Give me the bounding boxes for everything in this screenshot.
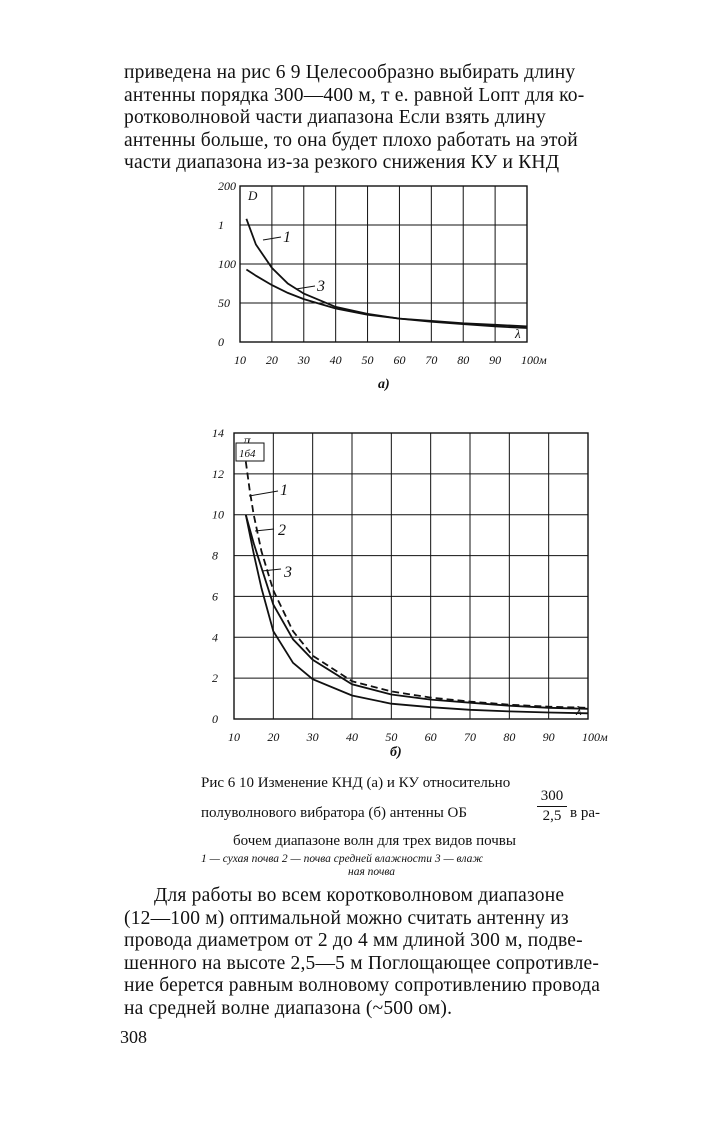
fraction-bar: [537, 806, 567, 807]
y-tick-label: 1: [218, 218, 224, 232]
x-tick-label: 90: [542, 730, 555, 744]
caption-line-2: полуволнового вибратора (б) антенны ОБ: [201, 805, 467, 821]
x-tick-label: 60: [424, 730, 437, 744]
caption-line-2-end: в ра-: [570, 805, 600, 821]
panel-label: б): [390, 745, 402, 760]
x-tick-label: 70: [464, 730, 476, 744]
series-label-1: 1: [283, 229, 291, 246]
y-axis-label: D: [248, 188, 258, 203]
x-axis-label: λ: [515, 326, 521, 341]
paragraph-line: Для работы во всем коротковолновом диапазоне: [154, 885, 565, 906]
y-tick-label: 6: [212, 589, 218, 604]
x-tick-label: 20: [267, 730, 280, 744]
paragraph-line: шенного на высоте 2,5—5 м Поглощающее сопротивле-: [124, 952, 600, 974]
paragraph-line: (12—100 м) оптимальной можно считать антенну из: [124, 907, 569, 929]
series-line-1: [246, 462, 588, 708]
y-tick-label: 2: [212, 671, 218, 686]
x-tick-label: 100м: [521, 353, 547, 367]
x-tick-label: 50: [385, 730, 398, 744]
series-line-2: [246, 515, 588, 709]
y-tick-label: 0: [218, 335, 224, 349]
series-label-2: 2: [278, 522, 286, 539]
y-tick-label: 0: [212, 712, 218, 726]
caption-legend-2: ная почва: [348, 866, 396, 878]
y-tick-label: 10: [212, 507, 224, 522]
series-leader-3: [296, 286, 315, 289]
page-number: 308: [120, 1027, 147, 1047]
paragraph-line: ние берется равным волновому сопротивлению провода: [124, 975, 601, 996]
x-axis-label: λ: [576, 703, 582, 718]
caption-line-1: Рис 6 10 Изменение КНД (а) и КУ относительно: [201, 775, 511, 791]
paragraph-top: [124, 62, 682, 175]
chart-b: [0, 421, 723, 761]
x-tick-label: 40: [346, 730, 358, 744]
y-tick-label: 50: [218, 296, 230, 310]
series-label-1: 1: [280, 482, 288, 499]
y-tick-label: 100: [218, 257, 236, 271]
caption-fraction-denominator: 2,5: [542, 808, 562, 824]
y-tick-label: 14: [212, 426, 224, 440]
series-line-3: [246, 270, 527, 329]
x-tick-label: 20: [265, 353, 278, 367]
x-tick-label: 60: [393, 353, 406, 367]
x-tick-label: 80: [457, 353, 470, 367]
paragraph-line: приведена на рис 6 9 Целесообразно выбирать длину: [124, 62, 576, 83]
caption-legend-1: 1 — сухая почва 2 — почва средней влажности 3 — влаж: [201, 853, 484, 865]
x-tick-label: 40: [329, 353, 342, 367]
x-tick-label: 30: [306, 730, 319, 744]
x-tick-label: 70: [425, 353, 438, 367]
y-tick-label: 8: [212, 548, 218, 563]
y-tick-label: 4: [212, 630, 218, 645]
legend-box-label: 1б4: [239, 448, 256, 460]
paragraph-line: провода диаметром от 2 до 4 мм длиной 300 м, подве-: [124, 930, 583, 951]
x-tick-label: 80: [503, 730, 516, 744]
panel-label: а): [378, 377, 390, 392]
caption-fraction-numerator: 300: [540, 788, 564, 804]
x-tick-label: 100м: [582, 730, 608, 744]
paragraph-line: части диапазона из-за резкого снижения КУ и КНД: [124, 152, 560, 173]
x-tick-label: 30: [297, 353, 310, 367]
x-tick-label: 10: [228, 730, 240, 744]
paragraph-line: на средней волне диапазона (~500 ом).: [124, 997, 453, 1019]
x-tick-label: 10: [234, 353, 246, 367]
paragraph-line: ротковолновой части диапазона Если взять длину: [124, 107, 546, 128]
y-tick-label: 200: [218, 179, 236, 193]
y-tick-label: 12: [212, 466, 224, 481]
series-line-3: [246, 515, 588, 714]
paragraph-line: антенны порядка 300—400 м, т е. равной Lопт для ко-: [124, 84, 585, 106]
x-tick-label: 50: [361, 353, 374, 367]
paragraph-bottom: [124, 885, 682, 1020]
chart-a: [0, 176, 723, 401]
series-leader-3: [262, 569, 281, 571]
caption-line-3: бочем диапазоне волн для трех видов почвы: [233, 833, 516, 849]
series-label-3: 3: [284, 564, 292, 581]
paragraph-line: антенны больше, то она будет плохо работать на этой: [124, 129, 578, 151]
x-tick-label: 90: [489, 353, 502, 367]
series-label-3: 3: [317, 278, 325, 295]
